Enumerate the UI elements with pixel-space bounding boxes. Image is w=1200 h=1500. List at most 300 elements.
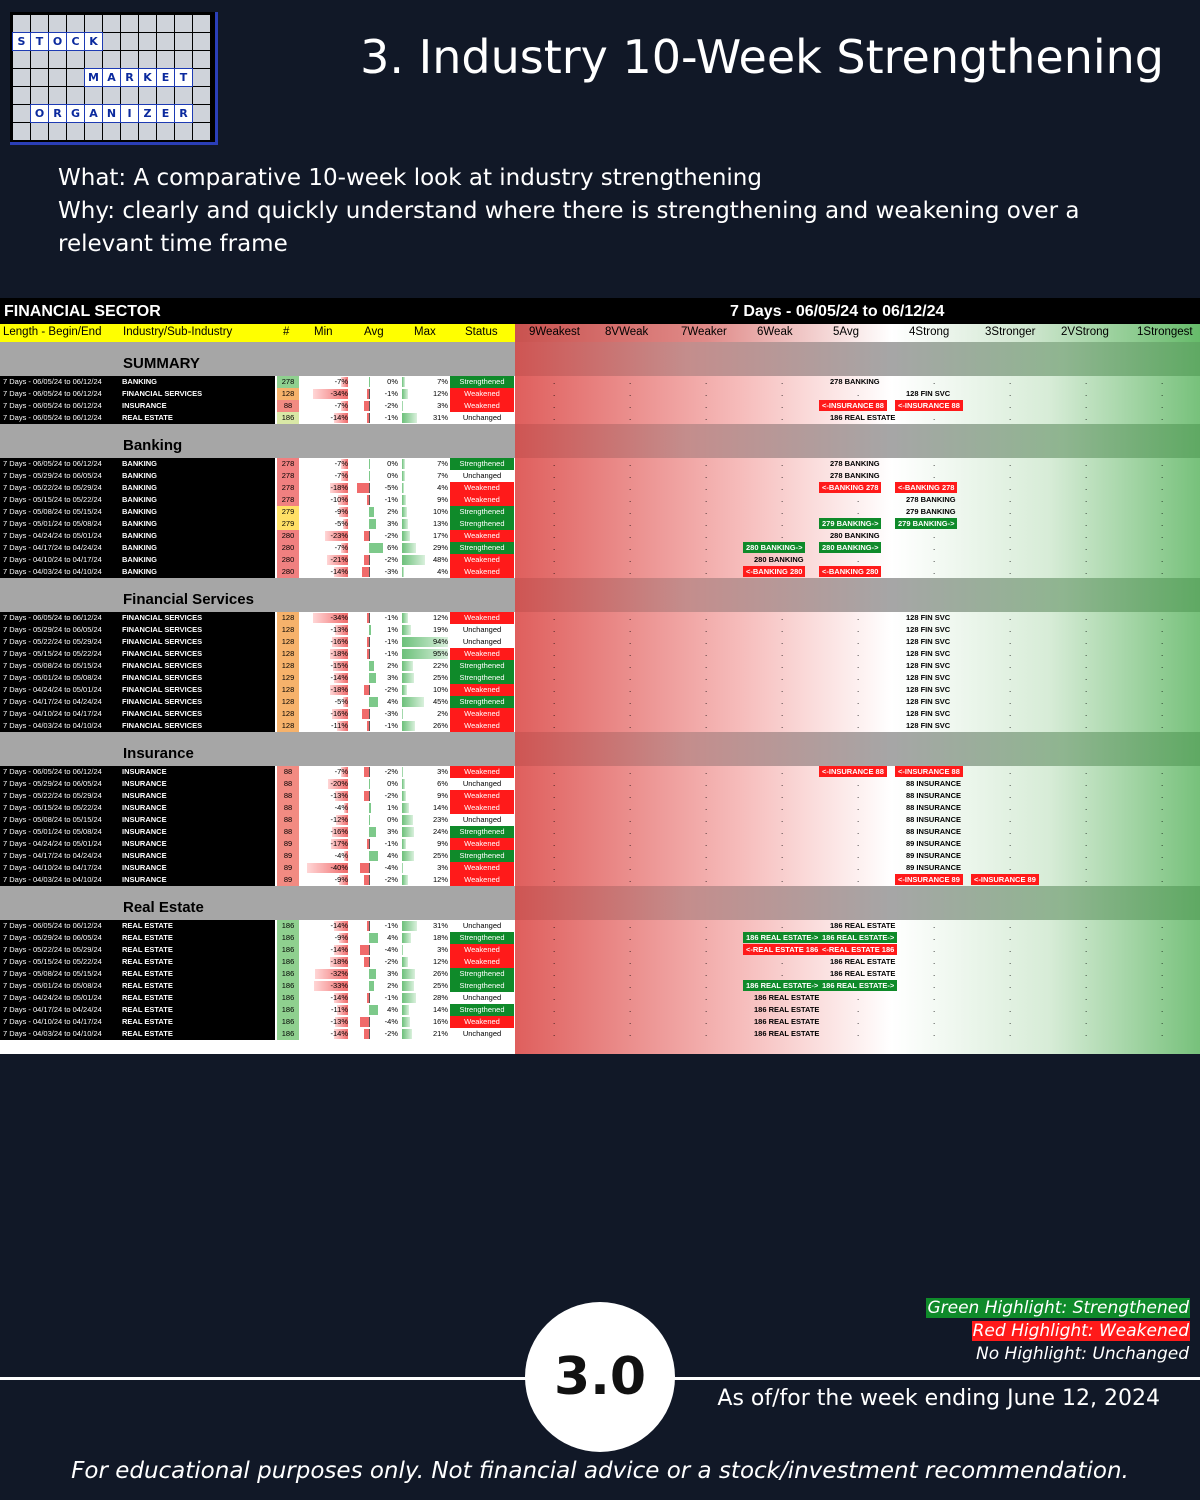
empty-bucket-dot: . xyxy=(857,685,860,694)
bucket-tag: <-INSURANCE 88 xyxy=(819,400,887,411)
logo-cell xyxy=(175,87,192,104)
empty-bucket-dot: . xyxy=(629,957,632,966)
min-cell xyxy=(300,672,350,684)
row-industry: FINANCIAL SERVICES xyxy=(122,613,203,622)
empty-bucket-dot: . xyxy=(1009,993,1012,1002)
min-cell xyxy=(300,968,350,980)
logo-cell: I xyxy=(121,105,138,122)
max-bar xyxy=(402,721,415,731)
table-row xyxy=(0,720,1200,732)
logo-cell xyxy=(49,69,66,86)
logo-cell xyxy=(49,123,66,140)
bucket-header: 6Weak xyxy=(757,326,793,338)
empty-bucket-dot: . xyxy=(1009,507,1012,516)
empty-bucket-dot: . xyxy=(705,459,708,468)
bucket-tag: 128 FIN SVC xyxy=(906,685,951,694)
max-bar xyxy=(402,661,413,671)
avg-value: -3% xyxy=(384,709,398,718)
row-industry: REAL ESTATE xyxy=(122,957,173,966)
logo-cell: C xyxy=(67,33,84,50)
max-cell xyxy=(400,506,450,518)
logo-cell xyxy=(85,51,102,68)
min-cell xyxy=(300,636,350,648)
empty-bucket-dot: . xyxy=(553,779,556,788)
row-industry: FINANCIAL SERVICES xyxy=(122,697,203,706)
avg-cell xyxy=(350,696,400,708)
min-cell xyxy=(300,612,350,624)
stock-count: 128 xyxy=(277,660,299,672)
empty-bucket-dot: . xyxy=(1085,815,1088,824)
max-value: 7% xyxy=(437,471,448,480)
empty-bucket-dot: . xyxy=(629,661,632,670)
logo-cell xyxy=(103,123,120,140)
row-period: 7 Days - 05/22/24 to 05/29/24 xyxy=(3,637,102,646)
row-period: 7 Days - 05/29/24 to 06/05/24 xyxy=(3,471,102,480)
empty-bucket-dot: . xyxy=(1161,791,1164,800)
empty-bucket-dot: . xyxy=(1161,625,1164,634)
empty-bucket-dot: . xyxy=(781,507,784,516)
table-row xyxy=(0,672,1200,684)
column-header: Avg xyxy=(364,326,384,338)
status-badge: Unchanged xyxy=(450,412,514,424)
avg-bar xyxy=(360,863,369,873)
min-value: -14% xyxy=(330,673,348,682)
empty-bucket-dot: . xyxy=(629,851,632,860)
min-value: -16% xyxy=(330,827,348,836)
empty-bucket-dot: . xyxy=(1009,555,1012,564)
section-header xyxy=(0,886,1200,920)
max-value: 95% xyxy=(432,649,448,658)
row-period: 7 Days - 04/03/24 to 04/10/24 xyxy=(3,567,102,576)
empty-bucket-dot: . xyxy=(705,839,708,848)
empty-bucket-dot: . xyxy=(553,839,556,848)
empty-bucket-dot: . xyxy=(781,709,784,718)
empty-bucket-dot: . xyxy=(553,709,556,718)
empty-bucket-dot: . xyxy=(629,495,632,504)
avg-value: 4% xyxy=(387,697,398,706)
row-industry: REAL ESTATE xyxy=(122,945,173,954)
empty-bucket-dot: . xyxy=(553,721,556,730)
empty-bucket-dot: . xyxy=(857,1017,860,1026)
row-period: 7 Days - 04/03/24 to 04/10/24 xyxy=(3,1029,102,1038)
min-value: -14% xyxy=(330,945,348,954)
logo-cell xyxy=(31,123,48,140)
row-industry: REAL ESTATE xyxy=(122,993,173,1002)
logo-cell xyxy=(193,51,210,68)
status-badge: Weakened xyxy=(450,1016,514,1028)
empty-bucket-dot: . xyxy=(933,993,936,1002)
avg-axis xyxy=(369,483,370,493)
avg-value: -1% xyxy=(384,637,398,646)
max-bar xyxy=(402,543,416,553)
table-row xyxy=(0,1016,1200,1028)
empty-bucket-dot: . xyxy=(629,543,632,552)
avg-bar xyxy=(367,993,369,1003)
row-label xyxy=(0,624,275,636)
empty-bucket-dot: . xyxy=(781,791,784,800)
min-cell xyxy=(300,850,350,862)
section-title: Insurance xyxy=(123,745,194,762)
section-title: Financial Services xyxy=(123,591,254,608)
max-value: 12% xyxy=(432,613,448,622)
column-header: Length - Begin/End xyxy=(3,326,102,338)
empty-bucket-dot: . xyxy=(1085,981,1088,990)
avg-bar xyxy=(364,531,369,541)
empty-bucket-dot: . xyxy=(629,969,632,978)
row-industry: REAL ESTATE xyxy=(122,933,173,942)
max-cell xyxy=(400,932,450,944)
stock-count: 89 xyxy=(277,874,299,886)
min-cell xyxy=(300,778,350,790)
logo-cell xyxy=(121,15,138,32)
table-row xyxy=(0,980,1200,992)
avg-value: 2% xyxy=(387,661,398,670)
table-row xyxy=(0,636,1200,648)
empty-bucket-dot: . xyxy=(1009,839,1012,848)
avg-bar xyxy=(369,519,376,529)
row-period: 7 Days - 05/22/24 to 05/29/24 xyxy=(3,791,102,800)
avg-bar xyxy=(364,1029,369,1039)
row-industry: REAL ESTATE xyxy=(122,1005,173,1014)
row-period: 7 Days - 05/01/24 to 05/08/24 xyxy=(3,981,102,990)
empty-bucket-dot: . xyxy=(705,851,708,860)
empty-bucket-dot: . xyxy=(857,779,860,788)
empty-bucket-dot: . xyxy=(1085,625,1088,634)
empty-bucket-dot: . xyxy=(857,827,860,836)
empty-bucket-dot: . xyxy=(705,401,708,410)
empty-bucket-dot: . xyxy=(553,875,556,884)
avg-value: -4% xyxy=(384,945,398,954)
avg-cell xyxy=(350,506,400,518)
bucket-tag: 186 REAL ESTATE-> xyxy=(819,980,897,991)
stock-count: 186 xyxy=(277,1028,299,1040)
empty-bucket-dot: . xyxy=(1161,673,1164,682)
bucket-tag: 128 FIN SVC xyxy=(906,613,951,622)
avg-value: -2% xyxy=(384,685,398,694)
empty-bucket-dot: . xyxy=(781,863,784,872)
min-cell xyxy=(300,624,350,636)
row-label xyxy=(0,636,275,648)
section-header xyxy=(0,578,1200,612)
empty-bucket-dot: . xyxy=(553,637,556,646)
min-cell xyxy=(300,412,350,424)
empty-bucket-dot: . xyxy=(1085,673,1088,682)
empty-bucket-dot: . xyxy=(705,993,708,1002)
bucket-tag: 280 BANKING xyxy=(830,531,880,540)
max-bar xyxy=(402,685,407,695)
min-cell xyxy=(300,944,350,956)
status-badge: Strengthened xyxy=(450,518,514,530)
empty-bucket-dot: . xyxy=(857,851,860,860)
empty-bucket-dot: . xyxy=(705,543,708,552)
status-badge: Weakened xyxy=(450,554,514,566)
avg-bar xyxy=(367,839,369,849)
max-value: 6% xyxy=(437,779,448,788)
empty-bucket-dot: . xyxy=(705,555,708,564)
max-cell xyxy=(400,400,450,412)
empty-bucket-dot: . xyxy=(1085,637,1088,646)
empty-bucket-dot: . xyxy=(1161,863,1164,872)
avg-axis xyxy=(369,945,370,955)
avg-value: 2% xyxy=(387,507,398,516)
row-period: 7 Days - 04/24/24 to 05/01/24 xyxy=(3,685,102,694)
max-value: 3% xyxy=(437,945,448,954)
empty-bucket-dot: . xyxy=(1161,779,1164,788)
empty-bucket-dot: . xyxy=(629,933,632,942)
max-value: 94% xyxy=(432,637,448,646)
row-label xyxy=(0,482,275,494)
empty-bucket-dot: . xyxy=(1009,519,1012,528)
min-value: -10% xyxy=(330,495,348,504)
avg-cell xyxy=(350,790,400,802)
row-period: 7 Days - 04/03/24 to 04/10/24 xyxy=(3,875,102,884)
row-label xyxy=(0,530,275,542)
logo-cell xyxy=(139,87,156,104)
section-title: Banking xyxy=(123,437,183,454)
stock-count: 186 xyxy=(277,932,299,944)
status-badge: Unchanged xyxy=(450,624,514,636)
max-value: 23% xyxy=(432,815,448,824)
empty-bucket-dot: . xyxy=(1009,637,1012,646)
avg-cell xyxy=(350,1016,400,1028)
status-badge: Weakened xyxy=(450,684,514,696)
empty-bucket-dot: . xyxy=(553,815,556,824)
avg-cell xyxy=(350,530,400,542)
empty-bucket-dot: . xyxy=(705,721,708,730)
min-cell xyxy=(300,530,350,542)
empty-bucket-dot: . xyxy=(705,1029,708,1038)
empty-bucket-dot: . xyxy=(933,1029,936,1038)
avg-bar xyxy=(364,875,369,885)
table-row xyxy=(0,992,1200,1004)
row-period: 7 Days - 04/10/24 to 04/17/24 xyxy=(3,555,102,564)
empty-bucket-dot: . xyxy=(1009,495,1012,504)
row-label xyxy=(0,956,275,968)
max-cell xyxy=(400,554,450,566)
bucket-tag: 128 FIN SVC xyxy=(906,389,951,398)
max-bar xyxy=(402,851,414,861)
bucket-tag: 186 REAL ESTATE xyxy=(754,1005,820,1014)
max-cell xyxy=(400,874,450,886)
legend-unchanged: No Highlight: Unchanged xyxy=(976,1344,1189,1364)
max-cell xyxy=(400,612,450,624)
max-bar xyxy=(402,791,406,801)
max-bar xyxy=(402,827,414,837)
empty-bucket-dot: . xyxy=(629,697,632,706)
empty-bucket-dot: . xyxy=(781,815,784,824)
row-period: 7 Days - 05/29/24 to 06/05/24 xyxy=(3,625,102,634)
logo-cell xyxy=(193,33,210,50)
avg-cell xyxy=(350,660,400,672)
empty-bucket-dot: . xyxy=(1009,649,1012,658)
max-cell xyxy=(400,826,450,838)
status-badge: Unchanged xyxy=(450,636,514,648)
stock-count: 88 xyxy=(277,814,299,826)
empty-bucket-dot: . xyxy=(781,851,784,860)
max-value: 12% xyxy=(432,875,448,884)
avg-axis xyxy=(369,791,370,801)
min-cell xyxy=(300,920,350,932)
avg-value: -1% xyxy=(384,839,398,848)
logo-cell xyxy=(193,105,210,122)
empty-bucket-dot: . xyxy=(781,721,784,730)
status-badge: Weakened xyxy=(450,530,514,542)
avg-bar xyxy=(367,613,369,623)
status-badge: Weakened xyxy=(450,482,514,494)
empty-bucket-dot: . xyxy=(857,875,860,884)
stock-count: 128 xyxy=(277,720,299,732)
empty-bucket-dot: . xyxy=(857,791,860,800)
row-label xyxy=(0,850,275,862)
min-value: -18% xyxy=(330,483,348,492)
bucket-tag: 186 REAL ESTATE xyxy=(754,1029,820,1038)
table-row xyxy=(0,696,1200,708)
empty-bucket-dot: . xyxy=(1085,969,1088,978)
empty-bucket-dot: . xyxy=(1009,791,1012,800)
empty-bucket-dot: . xyxy=(629,803,632,812)
avg-axis xyxy=(369,413,370,423)
empty-bucket-dot: . xyxy=(1161,803,1164,812)
empty-bucket-dot: . xyxy=(1085,779,1088,788)
avg-bar xyxy=(367,649,369,659)
empty-bucket-dot: . xyxy=(705,827,708,836)
empty-bucket-dot: . xyxy=(1161,993,1164,1002)
column-header: Min xyxy=(314,326,333,338)
row-label xyxy=(0,554,275,566)
min-value: -7% xyxy=(334,543,348,552)
empty-bucket-dot: . xyxy=(933,921,936,930)
avg-axis xyxy=(369,685,370,695)
min-cell xyxy=(300,956,350,968)
empty-bucket-dot: . xyxy=(705,649,708,658)
empty-bucket-dot: . xyxy=(1161,495,1164,504)
stock-count: 88 xyxy=(277,790,299,802)
logo-cell xyxy=(13,105,30,122)
empty-bucket-dot: . xyxy=(553,945,556,954)
avg-bar xyxy=(362,709,369,719)
empty-bucket-dot: . xyxy=(705,567,708,576)
empty-bucket-dot: . xyxy=(629,401,632,410)
bucket-tag: 88 INSURANCE xyxy=(906,779,962,788)
avg-value: 0% xyxy=(387,377,398,386)
section-title: SUMMARY xyxy=(123,355,200,372)
empty-bucket-dot: . xyxy=(857,839,860,848)
row-period: 7 Days - 04/24/24 to 05/01/24 xyxy=(3,993,102,1002)
empty-bucket-dot: . xyxy=(1085,827,1088,836)
empty-bucket-dot: . xyxy=(1085,377,1088,386)
empty-bucket-dot: . xyxy=(781,827,784,836)
max-cell xyxy=(400,862,450,874)
min-cell xyxy=(300,494,350,506)
avg-value: 0% xyxy=(387,815,398,824)
empty-bucket-dot: . xyxy=(705,791,708,800)
empty-bucket-dot: . xyxy=(857,1029,860,1038)
empty-bucket-dot: . xyxy=(705,875,708,884)
max-value: 25% xyxy=(432,981,448,990)
empty-bucket-dot: . xyxy=(553,519,556,528)
max-cell xyxy=(400,850,450,862)
bucket-tag: 128 FIN SVC xyxy=(906,697,951,706)
empty-bucket-dot: . xyxy=(553,803,556,812)
avg-value: -1% xyxy=(384,993,398,1002)
empty-bucket-dot: . xyxy=(1009,921,1012,930)
empty-bucket-dot: . xyxy=(781,649,784,658)
min-value: -7% xyxy=(334,767,348,776)
max-cell xyxy=(400,1016,450,1028)
logo-cell xyxy=(175,123,192,140)
logo-cell: K xyxy=(139,69,156,86)
max-value: 26% xyxy=(432,969,448,978)
logo-cell xyxy=(31,69,48,86)
avg-bar xyxy=(369,697,378,707)
bucket-tag: 279 BANKING-> xyxy=(819,518,881,529)
bucket-header: 1Strongest xyxy=(1137,326,1193,338)
stock-count: 278 xyxy=(277,494,299,506)
row-industry: FINANCIAL SERVICES xyxy=(122,661,203,670)
empty-bucket-dot: . xyxy=(1161,1005,1164,1014)
table-row xyxy=(0,530,1200,542)
empty-bucket-dot: . xyxy=(553,981,556,990)
row-period: 7 Days - 05/15/24 to 05/22/24 xyxy=(3,649,102,658)
max-bar xyxy=(402,555,425,565)
empty-bucket-dot: . xyxy=(629,377,632,386)
empty-bucket-dot: . xyxy=(1009,709,1012,718)
column-header: Status xyxy=(465,326,498,338)
max-cell xyxy=(400,636,450,648)
empty-bucket-dot: . xyxy=(705,495,708,504)
logo-cell xyxy=(85,123,102,140)
empty-bucket-dot: . xyxy=(629,567,632,576)
avg-bar xyxy=(369,507,374,517)
row-period: 7 Days - 04/17/24 to 04/24/24 xyxy=(3,851,102,860)
empty-bucket-dot: . xyxy=(1085,519,1088,528)
empty-bucket-dot: . xyxy=(553,1029,556,1038)
avg-cell xyxy=(350,920,400,932)
avg-value: 0% xyxy=(387,779,398,788)
status-badge: Unchanged xyxy=(450,1028,514,1040)
row-period: 7 Days - 05/15/24 to 05/22/24 xyxy=(3,495,102,504)
table-row xyxy=(0,944,1200,956)
row-label xyxy=(0,778,275,790)
bucket-tag: <-BANKING 280 xyxy=(819,566,881,577)
max-value: 12% xyxy=(432,957,448,966)
empty-bucket-dot: . xyxy=(1009,981,1012,990)
logo-cell xyxy=(121,33,138,50)
logo-cell xyxy=(49,15,66,32)
empty-bucket-dot: . xyxy=(1009,661,1012,670)
bucket-tag: 278 BANKING xyxy=(830,459,880,468)
bucket-tag: 279 BANKING-> xyxy=(895,518,957,529)
logo-cell xyxy=(13,51,30,68)
max-cell xyxy=(400,802,450,814)
empty-bucket-dot: . xyxy=(1085,851,1088,860)
row-period: 7 Days - 05/08/24 to 05/15/24 xyxy=(3,969,102,978)
empty-bucket-dot: . xyxy=(1009,459,1012,468)
max-cell xyxy=(400,684,450,696)
min-value: -16% xyxy=(330,637,348,646)
min-value: -20% xyxy=(330,779,348,788)
max-value: 25% xyxy=(432,673,448,682)
empty-bucket-dot: . xyxy=(705,767,708,776)
logo-cell xyxy=(103,33,120,50)
avg-cell xyxy=(350,1028,400,1040)
stock-count: 280 xyxy=(277,530,299,542)
empty-bucket-dot: . xyxy=(933,1017,936,1026)
period-title: 7 Days - 06/05/24 to 06/12/24 xyxy=(730,303,945,320)
logo-cell xyxy=(121,123,138,140)
status-badge: Weakened xyxy=(450,862,514,874)
empty-bucket-dot: . xyxy=(553,401,556,410)
